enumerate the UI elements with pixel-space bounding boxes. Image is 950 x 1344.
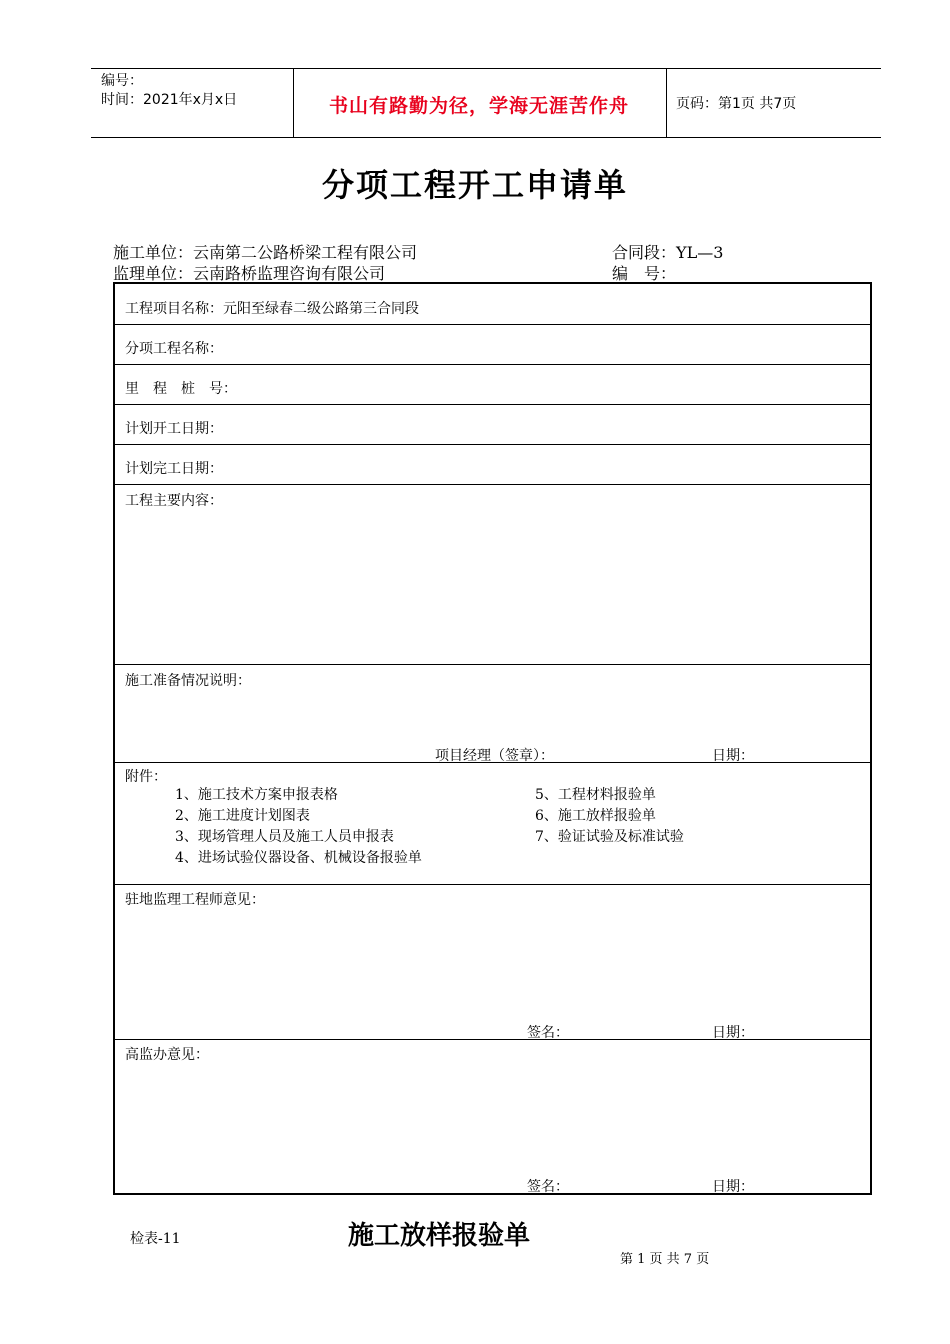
attachment-item: 2、施工进度计划图表 xyxy=(175,808,310,824)
row-divider xyxy=(115,324,870,325)
header-page-info: 页码：第1页 共7页 xyxy=(676,96,797,112)
attachment-item: 3、现场管理人员及施工人员申报表 xyxy=(175,829,394,845)
attachment-item: 7、验证试验及标准试验 xyxy=(535,829,684,845)
office-signature-label: 签名： xyxy=(527,1179,569,1195)
row-divider xyxy=(115,884,870,885)
header-divider xyxy=(666,69,667,137)
attachment-item: 6、施工放样报验单 xyxy=(535,808,656,824)
attachment-item: 4、进场试验仪器设备、机械设备报验单 xyxy=(175,850,422,866)
footer-page-number: 第 1 页 共 7 页 xyxy=(620,1252,710,1267)
row-divider xyxy=(115,364,870,365)
row-divider xyxy=(115,444,870,445)
serial-number-info: 编 号： xyxy=(612,264,677,283)
document-number: 编号： xyxy=(101,73,143,89)
attachment-item: 5、工程材料报验单 xyxy=(535,787,656,803)
attachment-item: 1、施工技术方案申报表格 xyxy=(175,787,338,803)
attachments-label: 附件： xyxy=(125,769,167,785)
row-divider xyxy=(115,404,870,405)
pm-signature-label: 项目经理（签章）： xyxy=(435,748,554,764)
form-code: 检表-11 xyxy=(130,1231,181,1247)
row-divider xyxy=(115,484,870,485)
project-name-field: 工程项目名称：元阳至绿春二级公路第三合同段 xyxy=(125,301,419,317)
supervisor-info: 监理单位：云南路桥监理咨询有限公司 xyxy=(113,264,386,283)
row-divider xyxy=(115,1039,870,1040)
planned-start-field: 计划开工日期： xyxy=(125,421,223,437)
planned-finish-field: 计划完工日期： xyxy=(125,461,223,477)
page-header xyxy=(91,68,881,138)
pm-date-label: 日期： xyxy=(712,748,754,764)
row-divider xyxy=(115,664,870,665)
application-form xyxy=(113,282,872,1195)
engineer-date-label: 日期： xyxy=(712,1025,754,1041)
document-time: 时间：2021年x月x日 xyxy=(101,92,238,108)
main-content-field: 工程主要内容： xyxy=(125,493,223,509)
resident-engineer-opinion-field: 驻地监理工程师意见： xyxy=(125,892,265,908)
row-divider xyxy=(115,762,870,763)
page-title: 分项工程开工申请单 xyxy=(321,166,628,204)
engineer-signature-label: 签名： xyxy=(527,1025,569,1041)
next-form-title: 施工放样报验单 xyxy=(348,1221,531,1251)
chainage-field: 里 程 桩 号： xyxy=(125,381,237,397)
contract-section-info: 合同段：YL—3 xyxy=(612,243,724,262)
subitem-name-field: 分项工程名称： xyxy=(125,341,223,357)
preparation-field: 施工准备情况说明： xyxy=(125,673,251,689)
office-date-label: 日期： xyxy=(712,1179,754,1195)
contractor-info: 施工单位：云南第二公路桥梁工程有限公司 xyxy=(113,243,418,262)
header-motto: 书山有路勤为径，学海无涯苦作舟 xyxy=(328,95,629,117)
high-office-opinion-field: 高监办意见： xyxy=(125,1047,209,1063)
